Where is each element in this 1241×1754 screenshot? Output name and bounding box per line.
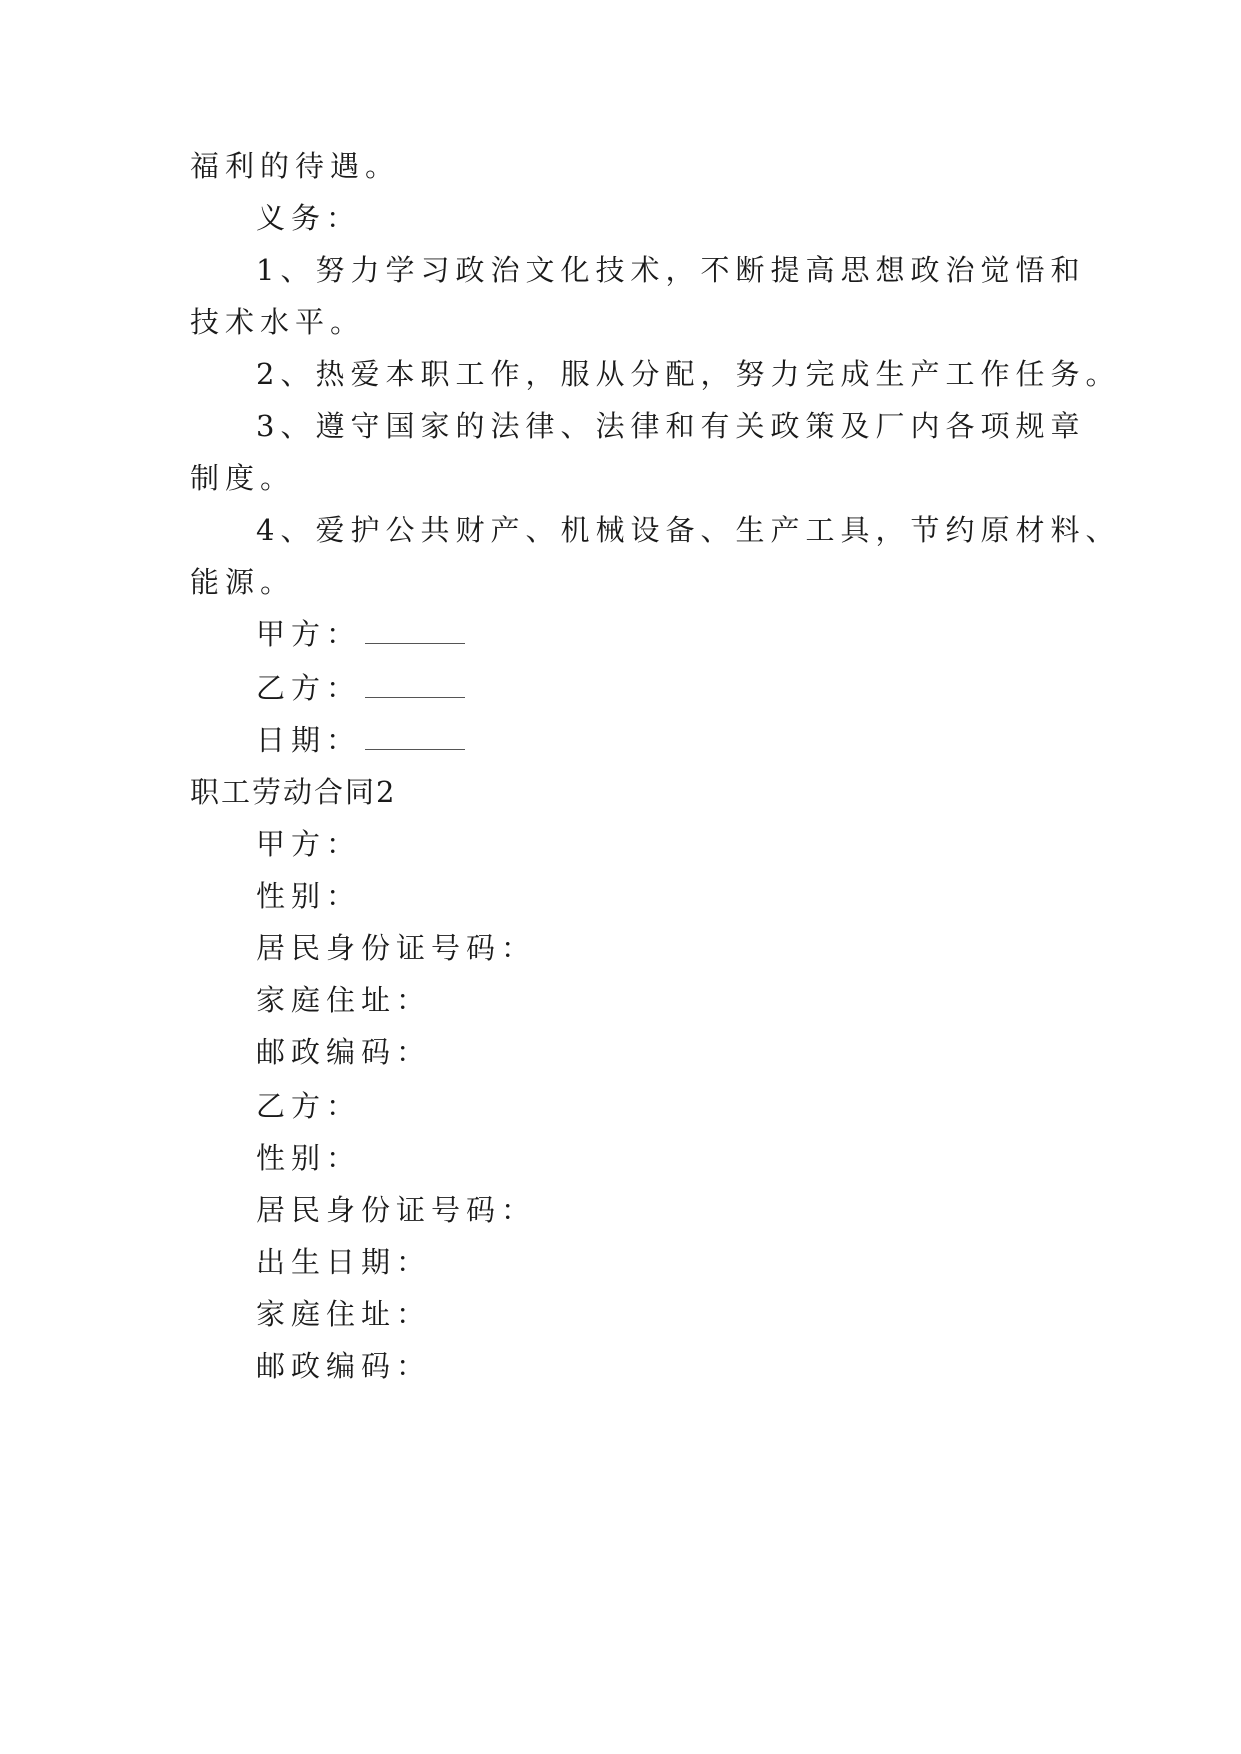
party-a-id-number: 居民身份证号码：	[256, 931, 537, 965]
section-heading-obligations: 义务：	[256, 201, 362, 235]
party-b-address: 家庭住址：	[256, 1297, 432, 1331]
party-b-label: 乙方：	[256, 671, 362, 705]
text-line: 4、爱护公共财产、机械设备、生产工具，节约原材料、	[256, 513, 1121, 547]
text-line: 制度。	[190, 461, 296, 495]
party-a-gender: 性别：	[256, 879, 362, 913]
party-b-birth-date: 出生日期：	[256, 1245, 432, 1279]
text-line: 福利的待遇。	[190, 149, 401, 183]
date-signature	[256, 720, 1156, 760]
party-b-postcode: 邮政编码：	[256, 1349, 432, 1383]
party-b-gender: 性别：	[256, 1141, 362, 1175]
party-b-signature	[256, 668, 1156, 708]
party-a-label: 甲方：	[256, 617, 362, 651]
date-blank	[365, 721, 465, 750]
party-a-postcode: 邮政编码：	[256, 1035, 432, 1069]
text-line: 1、努力学习政治文化技术，不断提高思想政治觉悟和	[256, 253, 1086, 287]
party-a-signature	[256, 614, 1156, 654]
text-line: 能源。	[190, 565, 296, 599]
text-line: 技术水平。	[190, 305, 366, 339]
party-a-address: 家庭住址：	[256, 983, 432, 1017]
party-b-id-number: 居民身份证号码：	[256, 1193, 537, 1227]
date-label: 日期：	[256, 723, 362, 757]
party-b-label: 乙方：	[256, 1089, 362, 1123]
text-line: 2、热爱本职工作，服从分配，努力完成生产工作任务。	[256, 357, 1121, 391]
party-a-blank	[365, 615, 465, 644]
contract-2-title: 职工劳动合同2	[190, 775, 397, 809]
text-line: 3、遵守国家的法律、法律和有关政策及厂内各项规章	[256, 409, 1086, 443]
party-b-blank	[365, 669, 465, 698]
party-a-label: 甲方：	[256, 827, 362, 861]
